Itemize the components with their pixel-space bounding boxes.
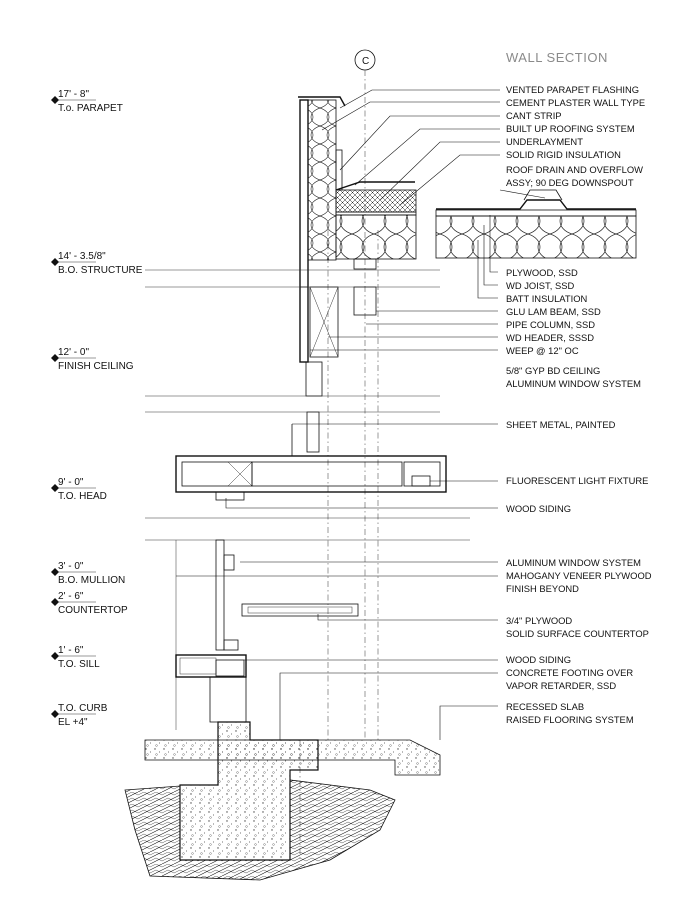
callout-note: FLUORESCENT LIGHT FIXTURE [506,475,649,486]
level-marker [51,591,128,616]
callout-note: RECESSED SLAB [506,701,585,712]
level-marker [51,347,134,372]
callout-note: SHEET METAL, PAINTED [506,419,616,430]
callout-note: PLYWOOD, SSD [506,267,578,278]
foundation [125,722,440,880]
callout-note: ROOF DRAIN AND OVERFLOW [506,164,643,175]
level-name: T.o. PARAPET [58,103,123,114]
level-marker [51,645,100,670]
level-marker [51,89,123,114]
level-dimension: 1' - 6" [58,645,84,656]
callout-note: GLU LAM BEAM, SSD [506,306,601,317]
callout-note: WEEP @ 12" OC [506,345,579,356]
callout-note: VAPOR RETARDER, SSD [506,680,617,691]
level-marker [51,251,143,276]
soffit-head [176,424,446,500]
callout-note: BUILT UP ROOFING SYSTEM [506,123,635,134]
callout-note: SOLID SURFACE COUNTERTOP [506,628,649,639]
callout-note: CEMENT PLASTER WALL TYPE [506,97,646,108]
level-dimension: 12' - 0" [58,347,90,358]
drawing-title: WALL SECTION [506,50,608,65]
leader-lines [176,90,545,740]
callout-note: WD JOIST, SSD [506,280,575,291]
callout-note: ASSY; 90 DEG DOWNSPOUT [506,177,634,188]
callout-note: UNDERLAYMENT [506,136,583,147]
callout-note: VENTED PARAPET FLASHING [506,84,640,95]
callout-note: CANT STRIP [506,110,562,121]
level-dimension: 17' - 8" [58,89,90,100]
level-name: B.O. STRUCTURE [58,265,143,276]
level-name: FINISH CEILING [58,361,134,372]
level-dimension: 3' - 0" [58,561,84,572]
callout-note: WOOD SIDING [506,654,572,665]
grid-bubble-label: C [362,56,370,67]
level-name: T.O. HEAD [58,491,107,502]
level-marker [51,561,125,586]
callout-note: 5/8" GYP BD CEILING [506,365,601,376]
callout-note: FINISH BEYOND [506,583,579,594]
level-marker [51,477,107,502]
mid-wall [300,287,338,452]
callout-note: MAHOGANY VENEER PLYWOOD [506,570,652,581]
level-dimension: T.O. CURB [58,703,108,714]
level-dimension: 2' - 6" [58,591,84,602]
callout-note: RAISED FLOORING SYSTEM [506,714,634,725]
callout-note: WD HEADER, SSSD [506,332,595,343]
callout-note: PIPE COLUMN, SSD [506,319,596,330]
level-dimension: 14' - 3.5/8" [58,251,106,262]
roof-drain-detail [436,190,636,258]
level-dimension: 9' - 0" [58,477,84,488]
level-markers [51,89,143,728]
callout-note: 3/4" PLYWOOD [506,615,573,626]
callout-note: ALUMINUM WINDOW SYSTEM [506,557,641,568]
lower-wall [176,540,358,730]
callout-note: ALUMINUM WINDOW SYSTEM [506,378,641,389]
callout-note: CONCRETE FOOTING OVER [506,667,634,678]
level-name: T.O. SILL [58,659,100,670]
level-name: B.O. MULLION [58,575,126,586]
callout-notes [506,84,652,725]
callout-note: SOLID RIGID INSULATION [506,149,621,160]
grid-bubble [355,50,375,70]
callout-note: WOOD SIDING [506,503,572,514]
level-marker [51,703,108,728]
level-name: EL +4" [58,717,88,728]
level-name: COUNTERTOP [58,605,128,616]
callout-note: BATT INSULATION [506,293,588,304]
